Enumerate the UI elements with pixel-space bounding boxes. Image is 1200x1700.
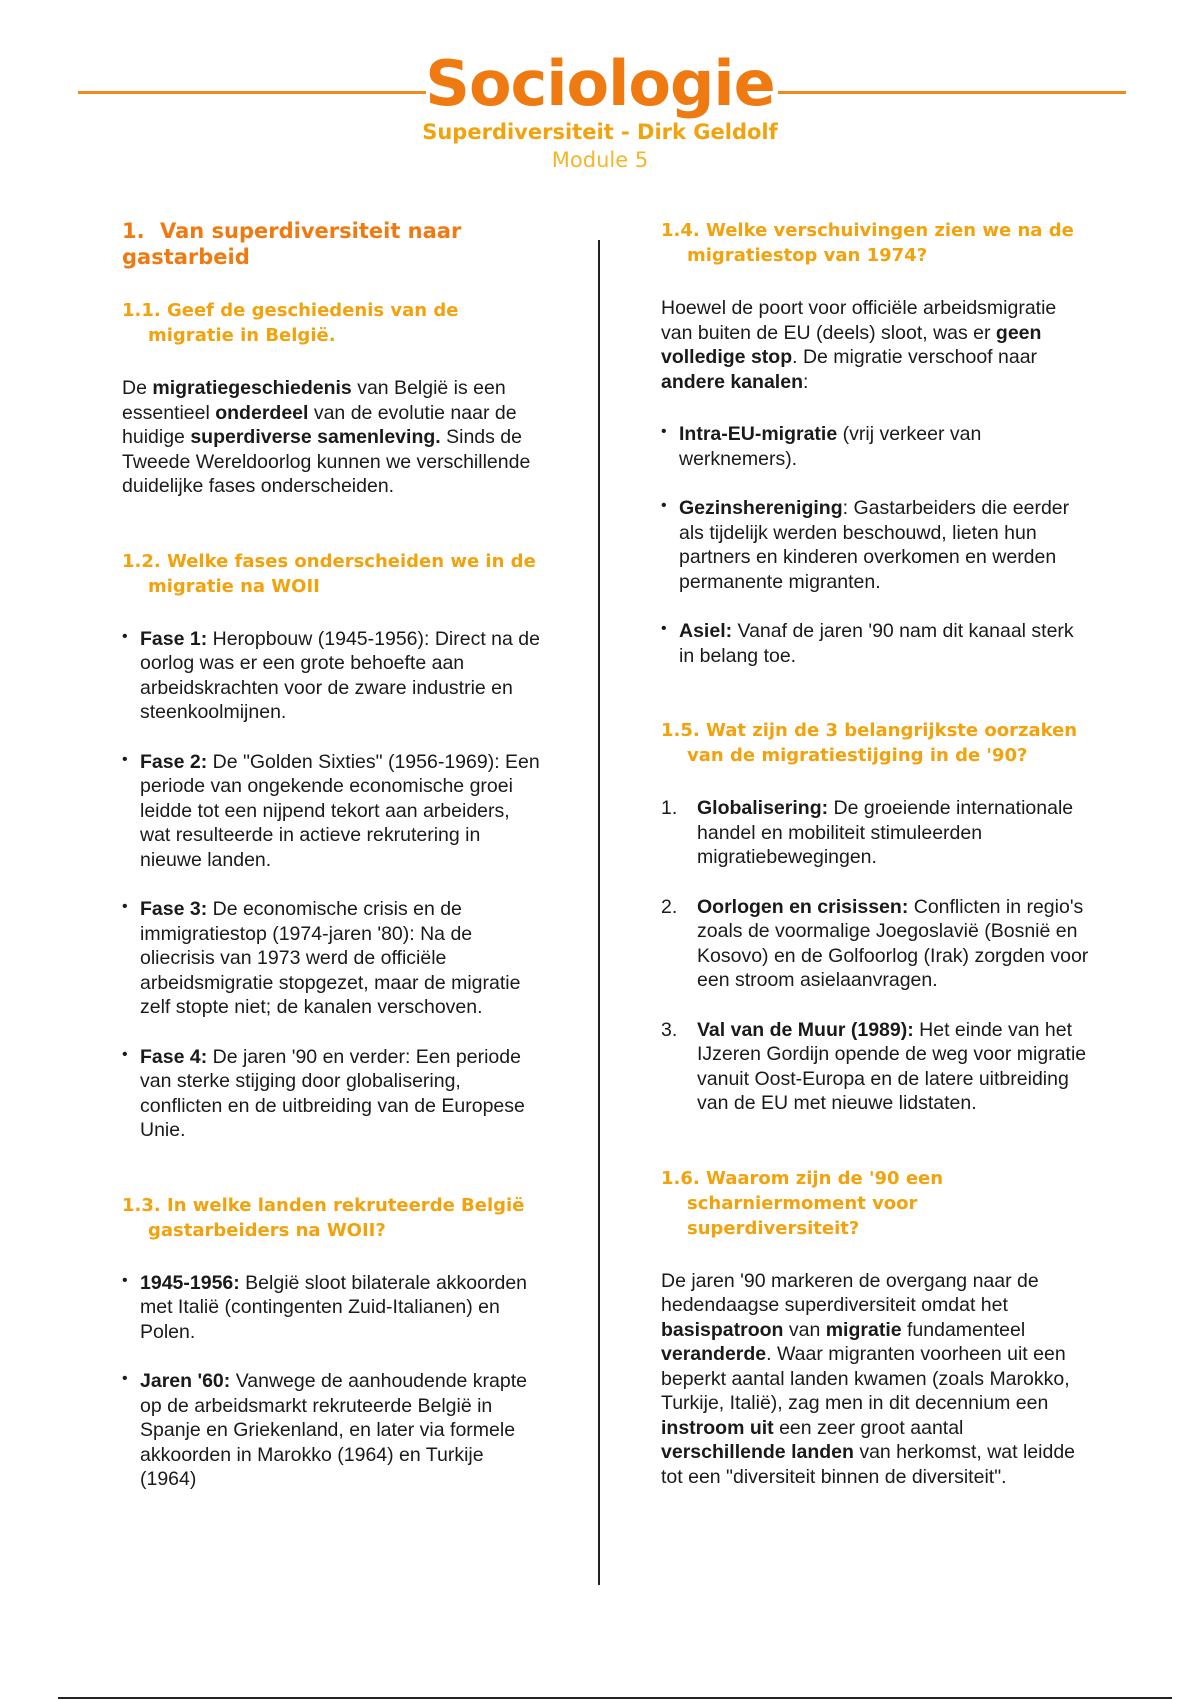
list-item-text: De economische crisis en de immigratiestop (1974-jaren '80): Na de oliecrisis van 1973 werd de officiële arbeidsmigratie stopgezet, maar de migratie zelf stopte niet; de kanalen verschoven. (140, 898, 521, 1018)
list-item (122, 897, 542, 1020)
page-header (0, 0, 1200, 185)
page-subtitle: Superdiversiteit - Dirk Geldolf (422, 120, 778, 144)
question-1-2-list (122, 627, 542, 1143)
section-title: Van superdiversiteit naar gastarbeid (122, 219, 462, 269)
emphasis-text: migratie (825, 1318, 902, 1341)
question-1-5-list (661, 796, 1091, 1116)
list-item (122, 1369, 542, 1492)
list-item-text: Vanwege de aanhoudende krapte op de arbeidsmarkt rekruteerde België in Spanje en Griekenland, en later via formele akkoorden in Marokko (1964) en Turkije (1964) (140, 1370, 527, 1490)
emphasis-text: basispatroon (661, 1318, 784, 1341)
list-item-lead: Fase 1: (140, 627, 208, 650)
question-1-1-body (122, 376, 542, 499)
list-item-text: De "Golden Sixties" (1956-1969): Een periode van ongekende economische groei leidde tot een nijpend tekort aan arbeiders, wat resulteerde in actieve rekrutering in nieuwe landen. (140, 750, 540, 871)
body-text: van herkomst, wat leidde tot een "diversiteit binnen de diversiteit". (661, 1441, 1076, 1488)
list-item (661, 496, 1091, 594)
body-text: : (802, 370, 809, 393)
body-text: De (122, 377, 153, 399)
list-item-lead: Fase 4: (140, 1045, 208, 1068)
list-item-lead: Globalisering: (697, 797, 829, 819)
list-item-text: België sloot bilaterale akkoorden met Italië (contingenten Zuid-Italianen) en Polen. (140, 1271, 528, 1343)
question-1-4-body (661, 296, 1091, 394)
question-1-6-title: 1.6. Waarom zijn de '90 een scharniermoment voor superdiversiteit? (661, 1167, 944, 1239)
body-text: van België is een essentieel (122, 377, 506, 424)
list-item-lead: Gezinshereniging (679, 497, 843, 519)
emphasis-text: migratiegeschiedenis (152, 377, 352, 399)
item-number: 2. (661, 895, 678, 918)
list-item-text: Vanaf de jaren '90 nam dit kanaal sterk in belang toe. (679, 620, 1074, 667)
list-item-lead: Intra-EU-migratie (679, 423, 838, 445)
bottom-rule (58, 1697, 1172, 1699)
section-heading (122, 218, 542, 270)
question-1-4-title: 1.4. Welke verschuivingen zien we na de migratiestop van 1974? (661, 220, 1074, 266)
emphasis-text: instroom uit (661, 1416, 774, 1439)
emphasis-text: andere kanalen (661, 370, 803, 393)
column-divider (598, 240, 600, 1585)
list-item-lead: Jaren '60: (140, 1370, 231, 1392)
list-item-text: : Gastarbeiders die eerder als tijdelijk werden beschouwd, lieten hun partners en kinderen overkomen en werden permanente migranten. (679, 497, 1070, 593)
list-item (122, 750, 542, 873)
module-label: Module 5 (551, 148, 649, 172)
question-1-3-list (122, 1271, 542, 1492)
emphasis-text: superdiverse samenleving. (190, 426, 441, 448)
item-number: 1. (661, 797, 678, 819)
list-item (122, 627, 542, 725)
list-item (661, 619, 1091, 668)
left-column (122, 218, 542, 1542)
body-text: van (783, 1318, 826, 1341)
question-1-1-title: 1.1. Geef de geschiedenis van de migratie in België. (122, 300, 459, 346)
list-item-lead: Asiel: (679, 620, 733, 642)
list-item (661, 422, 1091, 471)
emphasis-text: veranderde (661, 1343, 767, 1365)
body-text: Hoewel de poort voor officiële arbeidsmigratie van buiten de EU (deels) sloot, was er (661, 297, 1057, 344)
list-item-lead: Oorlogen en crisissen: (697, 895, 909, 918)
numbered-item (661, 895, 1091, 993)
question-1-4-list (661, 422, 1091, 668)
list-item-text: (vrij verkeer van werknemers). (679, 423, 982, 470)
list-item-lead: Fase 2: (140, 750, 208, 773)
body-text: . De migratie verschoof naar (792, 346, 1038, 368)
list-item-text: Het einde van het IJzeren Gordijn opende de weg voor migratie vanuit Oost-Europa en de latere uitbreiding van de EU met nieuwe lidstaten. (697, 1018, 1087, 1114)
right-column (661, 218, 1091, 1539)
question-1-2-title: 1.2. Welke fases onderscheiden we in de migratie na WOII (122, 550, 536, 597)
section-number: 1. (122, 219, 145, 243)
list-item-lead: Fase 3: (140, 898, 208, 920)
question-1-3-title: 1.3. In welke landen rekruteerde België gastarbeiders na WOII? (122, 1194, 525, 1241)
list-item (122, 1045, 542, 1143)
list-item (122, 1271, 542, 1345)
question-1-5-title: 1.5. Wat zijn de 3 belangrijkste oorzaken van de migratiestijging in de '90? (661, 720, 1078, 766)
list-item-text: De jaren '90 en verder: Een periode van sterke stijging door globalisering, conflicten en de uitbreiding van de Europese Unie. (140, 1045, 525, 1141)
emphasis-text: verschillende landen (661, 1441, 854, 1463)
list-item-text: De groeiende internationale handel en mobiliteit stimuleerden migratiebewegingen. (697, 797, 1074, 868)
question-1-6-body (661, 1269, 1091, 1490)
body-text: een zeer groot aantal (773, 1416, 964, 1439)
list-item-text: Heropbouw (1945-1956): Direct na de oorlog was er een grote behoefte aan arbeidskrachten voor de zware industrie en steenkoolmijnen. (140, 627, 540, 723)
numbered-item (661, 796, 1091, 870)
emphasis-text: geen volledige stop (661, 321, 1042, 368)
list-item-lead: Val van de Muur (1989): (697, 1018, 914, 1041)
body-text: van de evolutie naar de huidige (122, 401, 517, 448)
body-text: De jaren '90 markeren de overgang naar de hedendaagse superdiversiteit omdat het (661, 1269, 1039, 1316)
list-item-text: Conflicten in regio's zoals de voormalige Joegoslavië (Bosnië en Kosovo) en de Golfoorlog (Irak) zorgden voor een stroom asielaanvragen. (697, 895, 1089, 991)
body-text: Sinds de Tweede Wereldoorlog kunnen we verschillende duidelijke fases onderscheiden. (122, 426, 531, 497)
item-number: 3. (661, 1018, 678, 1041)
list-item-lead: 1945-1956: (140, 1271, 240, 1294)
body-text: . Waar migranten voorheen uit een beperkt aantal landen kwamen (zoals Marokko, Turkije, Italië), zag men in dit decennium een (661, 1343, 1070, 1414)
emphasis-text: onderdeel (215, 401, 309, 424)
body-text: fundamenteel (901, 1318, 1026, 1341)
numbered-item (661, 1018, 1091, 1116)
page-title: Sociologie (425, 47, 775, 120)
